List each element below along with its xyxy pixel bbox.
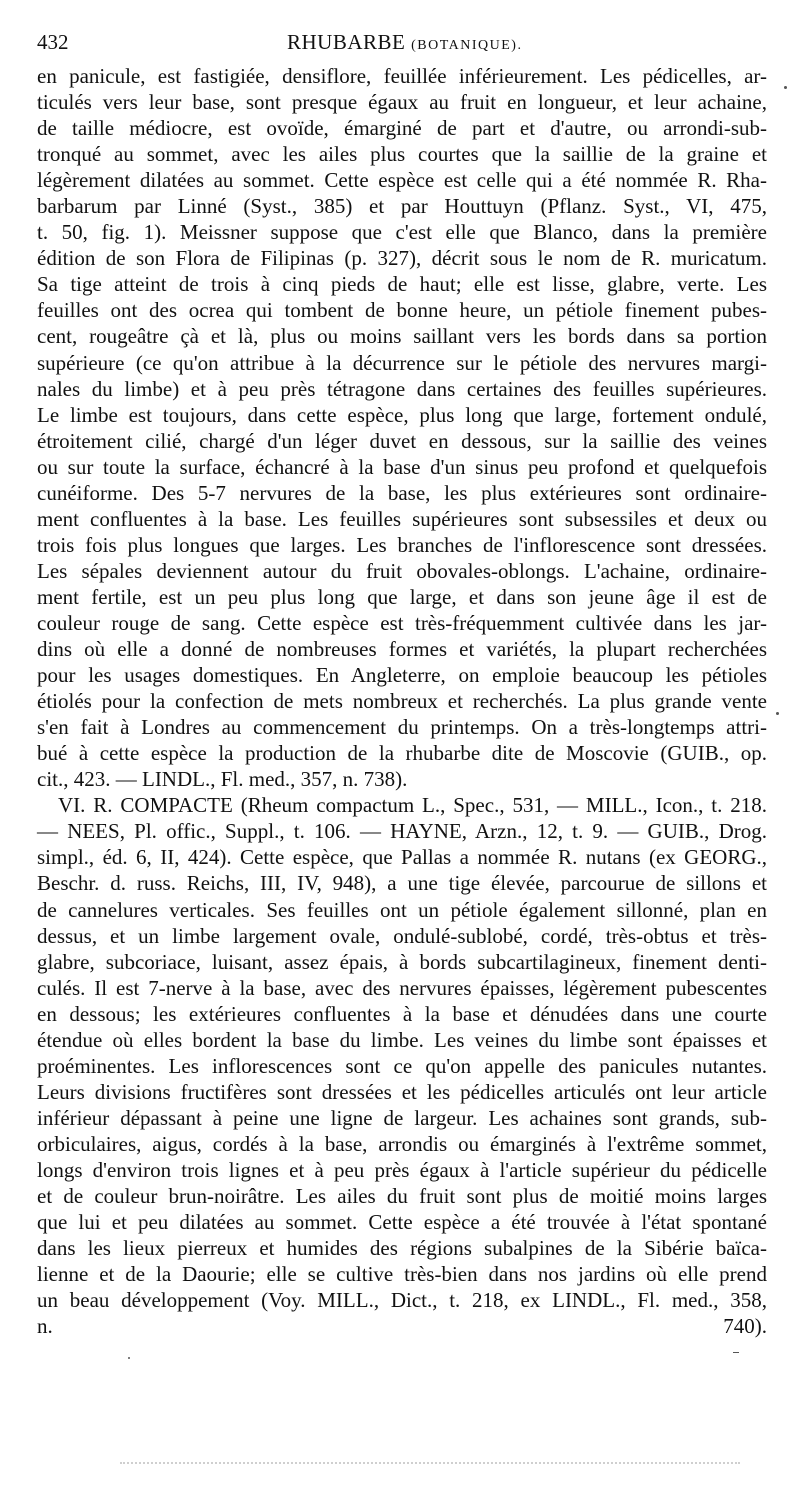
text-line: lienne et de la Daourie; elle se cultive très-bien dans nos jardins où elle prend xyxy=(37,1262,767,1287)
text-line: édition de son Flora de Filipinas (p. 327), décrit sous le nom de R. muricatum. xyxy=(37,246,767,271)
text-line-paragraph-start: VI. R. COMPACTE (Rheum compactum L., Spec., 531, — MILL., Icon., t. 218. xyxy=(58,793,767,818)
text-line: trois fois plus longues que larges. Les branches de l'inflorescence sont dressées. xyxy=(37,532,767,557)
ink-speck xyxy=(784,86,787,89)
text-line: tronqué au sommet, avec les ailes plus courtes que la saillie de la graine et xyxy=(37,142,767,167)
text-line: simpl., éd. 6, II, 424). Cette espèce, que Pallas a nommée R. nutans (ex GEORG., xyxy=(37,845,767,870)
ink-speck xyxy=(128,1357,130,1359)
text-line: cunéiforme. Des 5-7 nervures de la base, les plus extérieures sont ordinaire- xyxy=(37,480,767,505)
text-line: nales du limbe) et à peu près tétragone dans certaines des feuilles supérieures. xyxy=(37,376,767,401)
text-line: — NEES, Pl. offic., Suppl., t. 106. — HAYNE, Arzn., 12, t. 9. — GUIB., Drog. xyxy=(37,819,767,844)
bottom-page-specks xyxy=(120,1462,740,1468)
text-line: en panicule, est fastigiée, densiflore, feuillée inférieurement. Les pédicelles, ar- xyxy=(37,64,767,88)
text-line: culés. Il est 7-nerve à la base, avec des nervures épaisses, légèrement pubescentes xyxy=(37,975,767,1000)
text-line: pour les usages domestiques. En Angleterre, on emploie beaucoup les pétioles xyxy=(37,663,767,688)
text-line: et de couleur brun-noirâtre. Les ailes du fruit sont plus de moitié moins larges xyxy=(37,1184,767,1209)
text-line-paragraph-end: cit., 423. — LINDL., Fl. med., 357, n. 738). xyxy=(37,767,408,792)
text-line: couleur rouge de sang. Cette espèce est très-fréquemment cultivée dans les jar- xyxy=(37,610,767,635)
text-line: inférieur dépassant à peine une ligne de largeur. Les achaines sont grands, sub- xyxy=(37,1105,767,1130)
text-line: Le limbe est toujours, dans cette espèce, plus long que large, fortement ondulé, xyxy=(37,402,767,427)
text-line: proéminentes. Les inflorescences sont ce qu'on appelle des panicules nutantes. xyxy=(37,1053,767,1078)
running-title-suffix: (BOTANIQUE). xyxy=(411,38,523,53)
text-line: que lui et peu dilatées au sommet. Cette espèce a été trouvée à l'état spontané xyxy=(37,1210,767,1235)
text-line: étiolés pour la confection de mets nombreux et recherchés. La plus grande vente xyxy=(37,689,767,714)
text-line: s'en fait à Londres au commencement du printemps. On a très-longtemps attri- xyxy=(37,715,767,740)
text-line: de taille médiocre, est ovoïde, émarginé de part et d'autre, ou arrondi-sub- xyxy=(37,116,767,141)
text-line: bué à cette espèce la production de la rhubarbe dite de Moscovie (GUIB., op. xyxy=(37,741,767,766)
text-line-paragraph-end xyxy=(37,1339,767,1365)
text-line: orbiculaires, aigus, cordés à la base, arrondis ou émarginés à l'extrême sommet, xyxy=(37,1131,767,1156)
text-line: légèrement dilatées au sommet. Cette espèce est celle qui a été nommée R. Rha- xyxy=(37,168,767,193)
text-line: longs d'environ trois lignes et à peu près égaux à l'article supérieur du pédicelle xyxy=(37,1157,767,1182)
text-line: ticulés vers leur base, sont presque égaux au fruit en longueur, et leur achaine, xyxy=(37,90,767,115)
body-text xyxy=(37,63,767,1365)
ink-speck xyxy=(776,712,779,715)
text-line: feuilles ont des ocrea qui tombent de bonne heure, un pétiole finement pubes- xyxy=(37,298,767,323)
text-line: glabre, subcoriace, luisant, assez épais, à bords subcartilagineux, finement denti- xyxy=(37,949,767,974)
text-line: en dessous; les extérieures confluentes à la base et dénudées dans une courte xyxy=(37,1001,767,1026)
text-line: t. 50, fig. 1). Meissner suppose que c'est elle que Blanco, dans la première xyxy=(37,220,767,245)
text-line: cent, rougeâtre çà et là, plus ou moins saillant vers les bords dans sa portion xyxy=(37,324,767,349)
text-line: étroitement cilié, chargé d'un léger duvet en dessous, sur la saillie des veines xyxy=(37,428,767,453)
text-line: Leurs divisions fructifères sont dressées et les pédicelles articulés ont leur article xyxy=(37,1079,767,1104)
text-line: supérieure (ce qu'on attribue à la décurrence sur le pétiole des nervures margi- xyxy=(37,350,767,375)
text-line: n. 740). xyxy=(37,1314,767,1339)
text-line: Les sépales deviennent autour du fruit obovales-oblongs. L'achaine, ordinaire- xyxy=(37,558,767,583)
text-line: barbarum par Linné (Syst., 385) et par Houttuyn (Pflanz. Syst., VI, 475, xyxy=(37,194,767,219)
running-title xyxy=(287,30,522,55)
text-line: Beschr. d. russ. Reichs, III, IV, 948), a une tige élevée, parcourue de sillons et xyxy=(37,871,767,896)
text-line: ment fertile, est un peu plus long que large, et dans son jeune âge il est de xyxy=(37,584,767,609)
text-line: un beau développement (Voy. MILL., Dict., t. 218, ex LINDL., Fl. med., 358, xyxy=(37,1288,767,1313)
text-line: de cannelures verticales. Ses feuilles ont un pétiole également sillonné, plan en xyxy=(37,897,767,922)
text-line: dessus, et un limbe largement ovale, ondulé-sublobé, cordé, très-obtus et très- xyxy=(37,923,767,948)
ink-speck xyxy=(733,1352,739,1353)
text-line: étendue où elles bordent la base du limbe. Les veines du limbe sont épaisses et xyxy=(37,1027,767,1052)
running-title-main: RHUBARBE xyxy=(287,30,406,54)
text-line: ou sur toute la surface, échancré à la base d'un sinus peu profond et quelquefois xyxy=(37,454,767,479)
text-line: dans les lieux pierreux et humides des régions subalpines de la Sibérie baïca- xyxy=(37,1236,767,1261)
text-line: dins où elle a donné de nombreuses formes et variétés, la plupart recherchées xyxy=(37,637,767,662)
text-line: Sa tige atteint de trois à cinq pieds de haut; elle est lisse, glabre, verte. Les xyxy=(37,272,767,297)
text-line: ment confluentes à la base. Les feuilles supérieures sont subsessiles et deux ou xyxy=(37,506,767,531)
page-number: 432 xyxy=(37,30,69,54)
running-header xyxy=(37,30,765,58)
